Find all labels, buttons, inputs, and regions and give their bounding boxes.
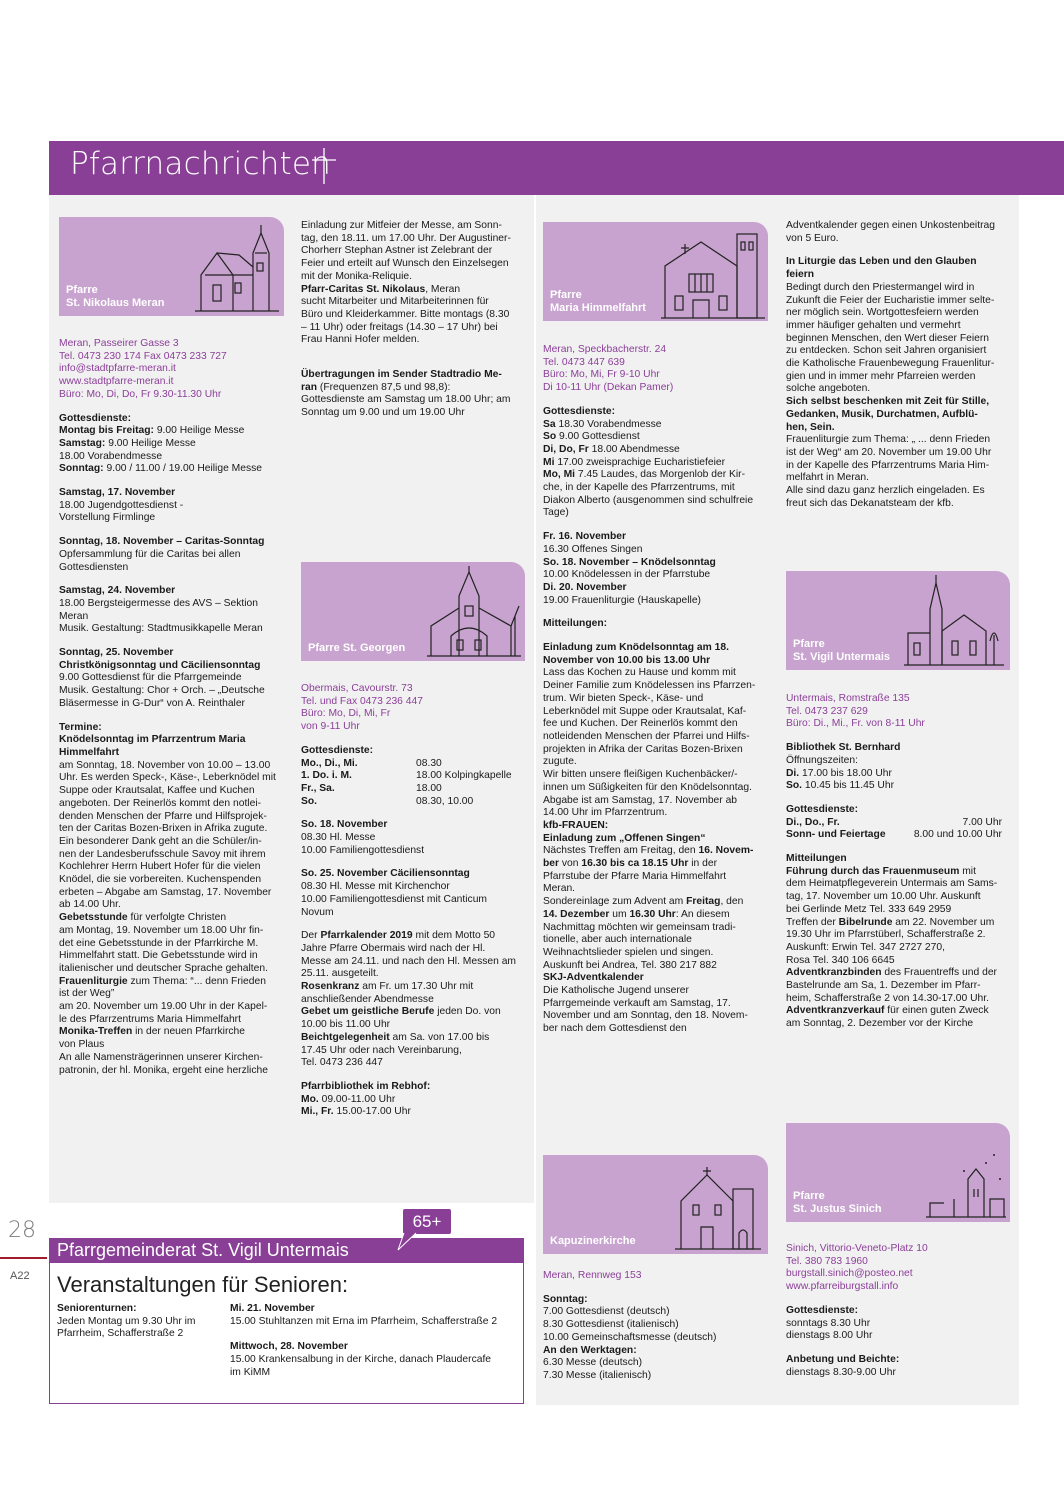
text: 09.00-11.00 Uhr [318,1093,396,1105]
georgen-caritas [301,284,529,348]
nikolaus-termine [59,722,287,1078]
event-text: 19.00 Frauenliturgie (Hauskapelle) [543,594,701,606]
text: , Meran sucht Mitarbeiter und Mitarbeiterinnen für Büro und Kleiderkammer. Bitte montags (8.30 – 11 Uhr) oder freitags (14.30 – 17 Uhr) bei Frau Hanni Hofer melden. [301,283,510,346]
justus-adoration [786,1354,1014,1379]
column-2-top [301,220,529,431]
parish-label-nikolaus: Pfarre St. Nikolaus Meran [66,284,165,309]
justus-info [786,1243,1014,1390]
text: für verfolgte Christen am Montag, 19. November um 18.00 Uhr fin- det eine Gebetsstunde in der Pfarrkirche M. Himmelfahrt statt. Die Gebetsstunde wird in italienischer und deutscher Sprache gehalten. [59,912,268,974]
service-row [786,829,1014,842]
text: Frauenliturgie zum Thema: „ ... denn Frieden ist der Weg“ am 20. November um 19.00 Uhr in der Kapelle des Pfarrzentrums Maria Him- melfahrt in Meran. Alle sind dazu ganz herzlich eingeladen. Es freut sich das Dekanatsteam der kfb. [786,434,992,509]
text: 10.45 bis 11.45 Uhr [802,780,894,792]
service-day: Di., Do., Fr. [786,816,840,828]
event-text: 9.00 Gottesdienst für die Pfarrgemeinde Musik. Gestaltung: Chor + Orch. – „Deutsche Bläsermesse in G-Dur“ von A. Reinthaler [59,672,265,709]
label: Montag bis Freitag: [59,425,154,437]
text: 7.45 Laudes, das Morgenlob der Kir- che, in der Kapelle des Pfarrzentrums, mit Diakon Alberto (ausgenommen sind schulfreie Tage) [543,469,754,519]
event-heading: Samstag, 24. November [59,585,176,597]
advent-note: Adventkalender gegen einen Unkostenbeitrag von 5 Euro. [786,220,995,244]
text: 18.30 Vorabendmesse [555,418,662,430]
page-number: 28 [8,1218,36,1243]
label: Sonntag: [59,463,104,475]
text: für einen guten Zweck am Sonntag, 2. Dezember vor der Kirche [786,1005,989,1030]
parish-label-himmelfahrt: Pfarre Maria Himmelfahrt [550,289,646,314]
text: 6.30 Messe (deutsch) 7.30 Messe (italienisch) [543,1357,652,1381]
label: Mi., Fr. [301,1106,334,1118]
event-heading: Sonntag, 25. November Christkönigsonntag und Cäciliensonntag [59,647,261,671]
text: in der Pfarrstube der Pfarre Maria Himmelfahrt Meran. Sondereinlage zum Advent am [543,858,727,908]
service-day: Fr., Sa. [301,782,335,794]
section-heading: Mitteilungen [786,853,847,865]
section-heading: In Liturgie das Leben und den Glauben feiern [786,256,977,281]
label: Bibelrunde [838,916,893,928]
text: 18.00 Vorabendmesse [59,450,163,462]
service-time: 18.00 Kolpingkapelle [416,770,512,782]
event-heading: Sonntag, 18. November – Caritas-Sonntag [59,536,265,548]
liturgie [786,256,1014,510]
page-divider [0,1257,47,1259]
section-heading: Gottesdienste: [786,1304,859,1316]
text: um [609,908,630,920]
label: Freitag [686,896,721,908]
event-text: Opfersammlung für die Caritas bei allen Gottesdiensten [59,548,241,573]
label: Pfarr-Caritas St. Nikolaus [301,283,426,295]
senioren-heading: Veranstaltungen für Senioren: [57,1272,349,1297]
label: So. [786,780,803,792]
georgen-radio [301,369,529,420]
himmelfahrt-events [543,531,769,607]
label: Führung durch das Frauenmuseum [786,865,960,877]
text: (Frequenzen 87,5 und 98,8): Gottesdienste am Samstag um 18.00 Uhr; am Sonntag um 9.00 und um 19.00 Uhr [301,381,511,419]
section-heading: Gottesdienste: [59,412,132,424]
justus-services [786,1305,1014,1343]
label: Mo. [301,1093,319,1105]
georgen-intro: Einladung zur Mitfeier der Messe, am Sonn- tag, den 18.11. um 17.00 Uhr. Der Augustiner- Chorherr Stephan Astner ist Zelebrant der Feier und erteilt auf Wunsch den Einzelsegen mit der Monika-Reliquie. [301,220,511,282]
kapuziner-services [543,1294,769,1383]
kapuziner-contact: Meran, Rennweg 153 [543,1270,642,1281]
church-justus-icon [924,1149,1008,1219]
parish-box-vigil [786,571,1010,670]
label: Monika-Treffen [59,1026,133,1038]
label: 16.30 Uhr [629,908,676,920]
church-nikolaus-icon [195,223,279,313]
label: Mo, Mi [543,469,576,481]
service-day: Sonn- und Feiertage [786,829,886,841]
georgen-event-1 [301,819,529,857]
column-4-vigil [786,693,1014,1042]
nikolaus-event-4 [59,647,287,711]
text: 9.00 Heilige Messe [153,425,245,437]
nikolaus-event-2 [59,536,287,574]
event-heading: So. 25. November Cäciliensonntag [301,868,470,880]
text: 9.00 Heilige Messe [105,437,196,449]
text: 9.00 / 11.00 / 19.00 Heilige Messe [103,463,262,475]
nikolaus-contact: Meran, Passeirer Gasse 3 Tel. 0473 230 174 Fax 0473 233 727 info@stadtpfarre-meran.it www.stadtpfarre-meran.it Büro: Mo, Di, Do, Fr 9.30-11.30 Uhr [59,338,227,400]
section-heading: Gottesdienste: [543,405,616,417]
section-heading: Gottesdienste: [301,744,374,756]
service-time: 08.30, 10.00 [416,795,474,807]
event-text: 08.30 Hl. Messe mit Kirchenchor 10.00 Familiengottesdienst mit Canticum Novum [301,881,488,918]
text: zum Thema: “... denn Frieden ist der Weg” am 20. November um 19.00 Uhr in der Kapel- le des Pfarrzentrums Maria Himmelfahrt [59,975,268,1025]
label: Übertragungen im Sender Stadtradio Me- ran [301,369,502,393]
parish-label-georgen: Pfarre St. Georgen [308,642,406,654]
vigil-mitteilungen [786,853,1014,1031]
text: : An diesem Nachmittag möchten wir gemeinsam tradi- tionelle, aber auch internationale Weihnachtslieder spielen und singen. Auskunft bei Andrea, Tel. 380 217 882 [543,908,736,971]
column-3 [543,344,769,1036]
label: Rosenkranz [301,981,360,993]
service-time: 18.00 [416,782,442,794]
event-text: 18.00 Bergsteigermesse des AVS – Sektion Meran Musik. Gestaltung: Stadtmusikkapelle Meran [59,597,263,635]
text: am Fr. um 17.30 Uhr mit anschließender Abendmesse [301,981,474,1005]
text: des Frauentreffs und der Bastelrunde am Sa, 1. Dezember im Pfarr- heim, Schafferstraße 2 von 14.30-17.00 Uhr. [786,967,997,1004]
label: Gebet um geistliche Berufe [301,1006,435,1018]
page-code: A22 [10,1270,30,1282]
text: jeden Do. von 10.00 bis 11.00 Uhr [301,1006,501,1031]
column-4-top [786,220,1014,521]
column-1 [59,338,287,1088]
label: So [543,431,557,443]
service-row [786,817,1014,830]
justus-contact: Sinich, Vittorio-Veneto-Platz 10 Tel. 380 783 1960 burgstall.sinich@posteo.net www.pfarreiburgstall.info [786,1243,928,1293]
himmelfahrt-knoedel [543,642,769,1036]
text: Bedingt durch den Priestermangel wird in Zukunft die Feier der Eucharistie immer selte- ner möglich sein. Wortgottesfeiern werden immer häufiger gehalten und vermehrt beginnen Menschen, den Wert dieser Feiern zu entdecken. Schon seit Jahren organisiert die Katholische Frauenbewegung Frauenlitur- gien und in immer mehr Pfarreien werden solche angeboten. [786,281,995,395]
label: Beichtgelegenheit [301,1031,390,1043]
georgen-contact: Obermais, Cavourstr. 73 Tel. und Fax 0473 236 447 Büro: Mo, Di, Mi, Fr von 9-11 Uhr [301,683,423,733]
text: Lass das Kochen zu Hause und komm mit Deiner Familie zum Knödelessen ins Pfarrzen- trum. Wir bieten Speck-, Käse- und Leberknödel mit Suppe oder Krautsalat, Kaf- fee und Kuchen. Der Reinerlös kommt den notleidenden Menschen der Pfarrei und Hilfs- projekten in Afrika der Caritas Bozen-Brixen zugute. Wir bitten unsere fleißigen Kuchenbäcker/- innen um Süßigkeiten für den Knödelsonntag. Abgabe ist am Samstag, 17. November ab 14.00 Uhr im Pfarrzentrum. [543,667,756,819]
page-title: Pfarrnachrichten [70,146,332,182]
georgen-services-head [301,745,529,758]
event-heading: Fr. 16. November [543,531,626,543]
event-heading: So. 18. November – Knödelsonntag [543,556,716,568]
parish-box-himmelfahrt [543,222,768,321]
label: Pfarrkalender 2019 [320,930,413,942]
church-himmelfahrt-icon [661,226,765,320]
parish-box-kapuziner [543,1155,768,1254]
badge-tail-icon [396,1232,420,1252]
text: Öffnungszeiten: [786,754,858,766]
label: Adventkranzbinden [786,967,882,979]
parish-label-vigil: Pfarre St. Vigil Untermais [793,638,890,663]
georgen-event-2 [301,868,529,919]
georgen-services-table [301,758,529,809]
parish-box-nikolaus [59,217,284,316]
event-heading: Mi. 21. November [230,1303,315,1314]
parish-box-justus [786,1123,1010,1222]
event-heading: Samstag, 17. November [59,487,176,499]
georgen-library [301,1081,529,1119]
text: am Sa. von 17.00 bis 17.45 Uhr oder nach Vereinbarung, Tel. 0473 236 447 [301,1031,490,1069]
event-text: 08.30 Hl. Messe 10.00 Familiengottesdienst [301,832,425,856]
text: von [559,858,582,870]
termine-heading: Termine: Knödelsonntag im Pfarrzentrum Maria Himmelfahrt [59,721,246,758]
label: Frauenliturgie [59,975,128,987]
label: 14. Dezember [543,908,610,920]
section-heading: Mitteilungen: [543,618,608,630]
nikolaus-event-1 [59,487,287,525]
service-time: 08.30 [416,757,442,769]
section-heading: An den Werktagen: [543,1344,637,1356]
vigil-services [786,804,1014,842]
senioren-col-1 [57,1303,222,1341]
text: 17.00 bis 18.00 Uhr [799,767,892,779]
section-heading: Bibliothek St. Bernhard [786,742,901,754]
event-text: 15.00 Stuhltanzen mit Erna im Pfarrheim, Schafferstraße 2 [230,1315,498,1327]
text: 9.00 Gottesdienst [556,431,640,443]
text: am 22. November um 19.30 Uhr im Pfarrstüberl, Schafferstraße 2. Auskunft: Erwin Tel. 347 2727 270, Rosa Tel. 340 106 6645 [786,916,995,966]
kapuziner-info [543,1270,769,1394]
text: am Sonntag, 18. November von 10.00 – 13.00 Uhr. Es werden Speck-, Käse-, Leberknödel mit Suppe oder Krautsalat, Kaffee und Kuchen angeboten. Der Reinerlös kommt den notlei- denden Menschen der Pfarre und Hilfsprojek- ten der Caritas Bozen-Brixen in Afrika zugute. Ein besonderer Dank geht an die Schüler/in- nen der Landesberufsschule Savoy mit ihrem Kochlehrer Herrn Hubert Hofer für die vielen Knödel, die sie vorbereiten. Kuchenspenden erbeten – Abgabe am Samstag, 17. November ab 14.00 Uhr. [59,759,276,911]
service-day: 1. Do. i. M. [301,770,352,782]
text: Nächstes Treffen am Freitag, den [543,845,699,857]
age-badge: 65+ [402,1208,452,1235]
event-text: 18.00 Jugendgottesdienst - Vorstellung Firmlinge [59,499,184,524]
service-time: 7.00 Uhr [962,816,1002,828]
label: Mi [543,456,555,468]
event-heading: Mittwoch, 28. November [230,1341,348,1353]
nikolaus-services [59,413,287,477]
label: Samstag: [59,437,106,449]
service-day: Mo., Di., Mi. [301,757,358,769]
label: Gebetsstunde [59,912,128,924]
nikolaus-event-3 [59,585,287,636]
text: 18.00 Abendmesse [588,443,680,455]
label: Di. [786,767,800,779]
label: 16.30 bis ca 18.15 Uhr [581,858,689,870]
church-kapuziner-icon [671,1161,763,1251]
event-text: 15.00 Krankensalbung in der Kirche, danach Plaudercafe im KiMM [230,1353,492,1378]
service-time: 8.00 und 10.00 Uhr [913,829,1002,841]
senioren-bar-title: Pfarrgemeinderat St. Vigil Untermais [57,1240,349,1260]
section-heading: Sonntag: [543,1293,588,1305]
text: dienstags 8.30-9.00 Uhr [786,1366,896,1378]
event-text: 10.00 Knödelessen in der Pfarrstube [543,569,711,581]
text: , den [720,896,744,908]
text: Der [301,930,321,942]
text: 15.00-17.00 Uhr [333,1106,411,1118]
himmelfahrt-services [543,406,769,520]
text: sonntags 8.30 Uhr dienstags 8.00 Uhr [786,1317,873,1342]
parish-label-kapuziner: Kapuzinerkirche [550,1235,636,1247]
parish-label-justus: Pfarre St. Justus Sinich [793,1190,882,1215]
section-heading: Sich selbst beschenken mit Zeit für Stille, Gedanken, Musik, Durchatmen, Aufblü- hen, Sein. [786,396,990,433]
event-text: 16.30 Offenes Singen [543,543,643,555]
text: in der neuen Pfarrkirche von Plaus An alle Namensträgerinnen unserer Kirchen- patronin, der hl. Monika, ergeht eine herzliche [59,1026,268,1076]
georgen-notes [301,930,529,1070]
section-heading: Einladung zum Knödelsonntag am 18. November von 10.00 bis 13.00 Uhr [543,642,729,666]
event-text: Jeden Montag um 9.30 Uhr im Pfarrheim, Schafferstraße 2 [57,1315,196,1340]
label: Sa [543,418,556,430]
himmelfahrt-mitteilungen-head [543,618,769,631]
church-vigil-icon [904,575,1004,667]
text: Die Katholische Jugend unserer Pfarrgemeinde verkauft am Samstag, 17. November und am Sonntag, den 18. Novem- ber nach dem Gottesdienst den [543,985,748,1035]
parish-box-georgen [301,562,525,661]
section-heading: kfb-FRAUEN: Einladung zum „Offenen Singen“ [543,819,706,844]
vigil-contact: Untermais, Romstraße 135 Tel. 0473 237 629 Büro: Di., Mi., Fr. von 8-11 Uhr [786,693,925,730]
text: 7.00 Gottesdienst (deutsch) 8.30 Gottesdienst (italienisch) 10.00 Gemeinschaftsmesse (deutsch) [543,1306,717,1343]
vigil-library [786,742,1014,793]
service-day: So. [301,795,318,807]
church-georgen-icon [427,566,521,658]
section-heading: Anbetung und Beichte: [786,1353,900,1365]
text: 17.00 zweisprachige Eucharistiefeier [554,456,726,468]
event-heading: Di. 20. November [543,581,627,593]
cross-icon [309,148,339,184]
label: 16. Novem- ber [543,845,754,870]
section-heading: Gottesdienste: [786,803,859,815]
section-heading: Pfarrbibliothek im Rebhof: [301,1080,431,1092]
event-heading: So. 18. November [301,819,388,831]
himmelfahrt-contact: Meran, Speckbacherstr. 24 Tel. 0473 447 639 Büro: Mo, Mi, Fr 9-10 Uhr Di 10-11 Uhr (Dekan Pamer) [543,344,674,394]
text: mit dem Motto 50 Jahre Pfarre Obermais wird nach der Hl. Messe am 24.11. und nach den Hl. Messen am 25.11. ausgeteilt. [301,930,517,980]
column-2-bottom [301,683,529,1130]
label: Adventkranzverkauf [786,1005,885,1017]
section-heading: SKJ-Adventkalender [543,972,644,984]
text: mit dem Heimatpflegeverein Untermais am Sams- tag, 17. November um 10.00 Uhr. Auskunft bei Gerlinde Metz Tel. 333 649 2959 Treffen der [786,865,998,928]
label: Di, Do, Fr [543,443,589,455]
event-heading: Seniorenturnen: [57,1303,137,1314]
senioren-col-2 [230,1303,520,1379]
